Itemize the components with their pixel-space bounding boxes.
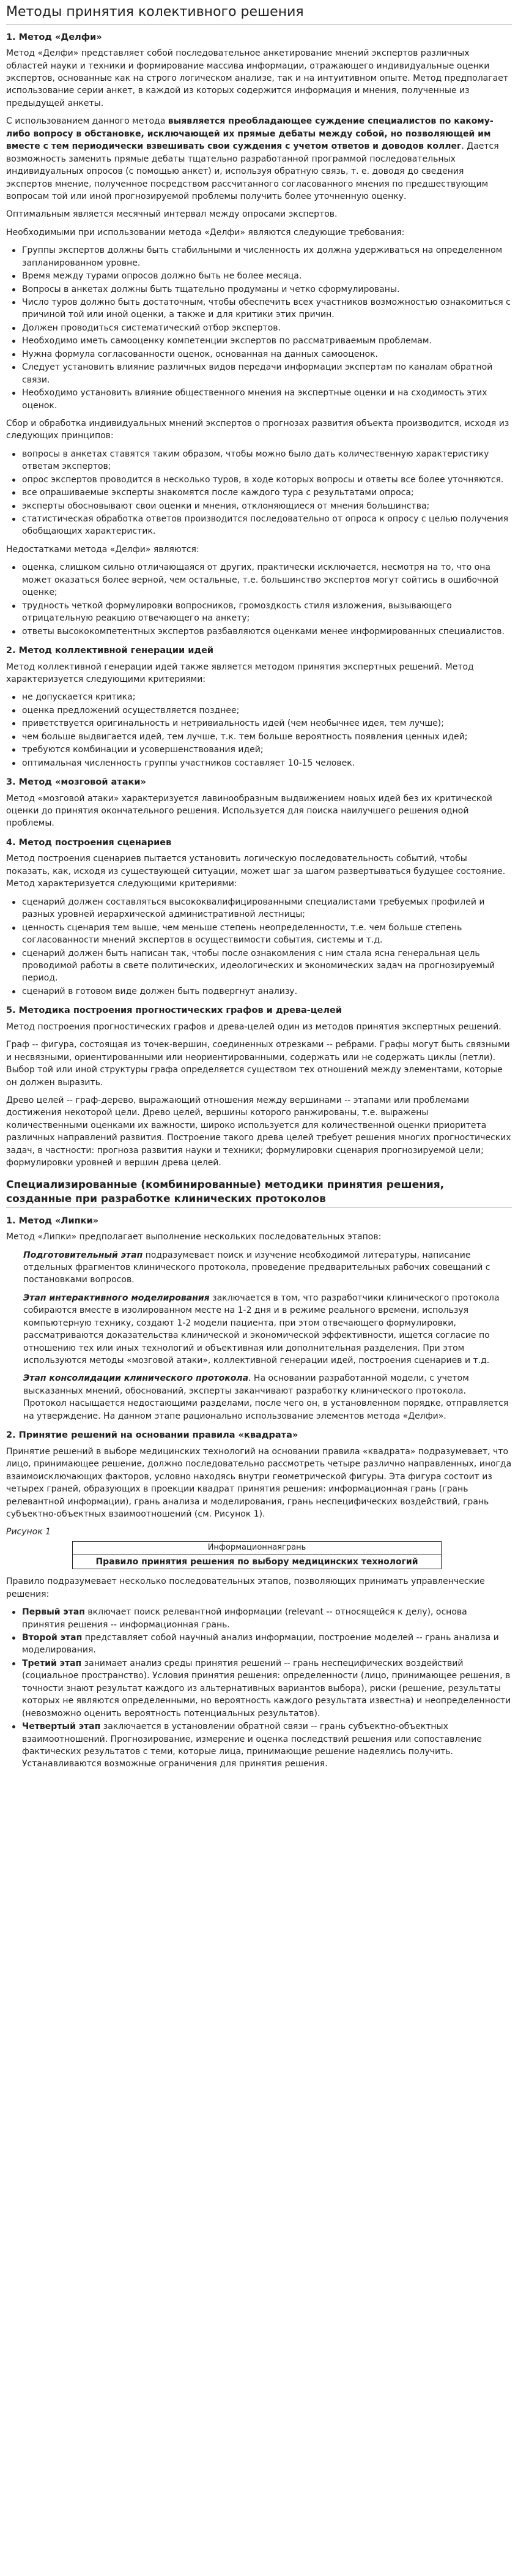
paragraph: Необходимыми при использовании метода «Делфи» являются следующие требования: — [6, 227, 405, 237]
list-item: Время между турами опросов должно быть не более месяца. — [22, 270, 512, 282]
text: . На основании разработанной модели, с учетом высказанных мнений, обоснований, эксперты заканчивают разработку клинического протокола. Протокол насыщается недостающими разделами, после чего он, в установленном порядке, отправляется на утверждение. На данном этапе рационально использование элементов метода «Делфи». — [23, 1373, 509, 1421]
text: С использованием данного метода — [6, 116, 168, 127]
stage-paragraph — [23, 1249, 512, 1286]
list-item: ценность сценария тем выше, чем меньше степень неопределенности, т.е. чем больше степень согласованности мнений экспертов в осуществимости события, системы и т.д. — [22, 922, 512, 947]
list-item: не допускается критика; — [22, 691, 512, 703]
list-item: чем больше выдвигается идей, тем лучше, т.к. тем больше вероятность появления ценных идей; — [22, 731, 512, 743]
list-item: требуются комбинации и усовершенствования идей; — [22, 744, 512, 756]
paragraph: Метод «Липки» предполагает выполнение нескольких последовательных этапов: — [6, 1232, 382, 1242]
paragraph: Метод «мозговой атаки» характеризуется лавинообразным выдвижением новых идей без их критической оценки до принятия окончательного решения. Используется для поиска наилучшего решения одной проблемы. — [6, 793, 492, 829]
list-item: Группы экспертов должны быть стабильными и численность их должна удерживаться на определенном запланированном уровне. — [22, 244, 512, 269]
figure-spacer — [442, 1555, 508, 1569]
paragraph: Метод «Делфи» представляет собой последовательное анкетирование мнений экспертов различных областей науки и техники и формирование массива информации, отражающего индивидуальные оценки экспертов, основанные как на строго логическом анализе, так и на интуитивном опыте. Метод предполагает использование серии анкет, в каждой из которых содержится информация и мнения, полученные из предыдущей анкеты. — [6, 48, 508, 108]
list-item: Необходимо установить влияние общественного мнения на экспертные оценки и на сходимость этих оценок. — [22, 387, 512, 412]
section-delphi — [6, 32, 512, 638]
list-item: Необходимо иметь самооценку компетенции экспертов по рассматриваемым проблемам. — [22, 335, 512, 347]
figure-caption: Рисунок 1 — [6, 1527, 51, 1537]
section-heading: 3. Метод «мозговой атаки» — [6, 777, 146, 788]
text: представляет собой научный анализ информации, построение моделей -- грань анализа и моделирования. — [22, 1633, 499, 1656]
list-item: все опрашиваемые эксперты знакомятся после каждого тура с результатами опроса; — [22, 487, 512, 499]
stage-label: Первый этап — [22, 1607, 85, 1618]
paragraph: Метод построения сценариев пытается установить логическую последовательность событий, чтобы показать, как, исходя из существующей ситуации, может шаг за шагом развертываться будущее состояние. Метод характеризуется следующими критериями: — [6, 854, 506, 889]
list-item: вопросы в анкетах ставятся таким образом, чтобы можно было дать количественную характеристику ответам экспертов; — [22, 448, 512, 473]
paragraph — [6, 115, 512, 203]
list-item: оценка, слишком сильно отличающаяся от других, практически исключается, несмотря на то, что она может оказаться более верной, чем остальные, т.е. большинство экспертов могут сойтись в ошибочной оценке; — [22, 561, 512, 599]
section-scenarios — [6, 837, 512, 998]
paragraph: Оптимальным является месячный интервал между опросами экспертов. — [6, 209, 338, 220]
list-item: приветствуется оригинальность и нетривиальность идей (чем необычнее идея, тем лучше); — [22, 717, 512, 730]
decision-rule-box: Правило принятия решения по выбору медицинских технологий — [73, 1555, 442, 1569]
page-title: Методы принятия колективного решения — [6, 4, 512, 24]
list-item — [22, 1606, 512, 1631]
list-item: сценарий в готовом виде должен быть подвергнут анализу. — [22, 985, 512, 998]
text: . Дается возможность заменить прямые дебаты тщательно разработанной программой последовательных индивидуальных опросов (с помощью анкет) и, используя обратную связь, т. е. доводя до сведения экспертов мнение, полученное посредством рассчитанного согласованного мнения по предшествующим вопросам той или иной прогнозируемой проблемы получить более уточненную оценку. — [6, 141, 499, 201]
list-item — [22, 1632, 512, 1657]
list-item: Вопросы в анкетах должны быть тщательно продуманы и четко сформулированы. — [22, 283, 512, 296]
figure-row — [6, 1541, 508, 1555]
paragraph: Граф -- фигура, состоящая из точек-вершин, соединенных отрезками -- ребрами. Графы могут быть связными и несвязными, ориентированными или неориентированными, содержать или не содержать циклы (петли). Выбор той или иной структуры графа определяется существом тех отношений между элементами, которые он должен выразить. — [6, 1040, 510, 1088]
figure-row — [6, 1555, 508, 1569]
decision-square-figure — [6, 1541, 508, 1569]
list-item: статистическая обработка ответов производится последовательно от опроса к опросу с целью получения обобщающих характеристик. — [22, 513, 512, 538]
subsection-heading: 2. Принятие решений на основании правила «квадрата» — [6, 1430, 298, 1441]
paragraph: Принятие решений в выборе медицинских технологий на основании правила «квадрата» подразумевает, что лицо, принимающее решение, должно последовательно рассмотреть четыре различно направленных, иногда взаимоисключающих факторов, условно находясь внутри геометрической фигуры. Эта фигура состоит из четырех граней, образующих в проекции квадрат принятия решения: информационная грань (грань релевантной информации), грань анализа и моделирования, грань неспецифических воздействий, грань субъектно-объектных взаимоотношений (см. Рисунок 1). — [6, 1446, 512, 1519]
subsection-heading: 1. Метод «Липки» — [6, 1215, 98, 1226]
section-heading: 5. Методика построения прогностических графов и древа-целей — [6, 1006, 342, 1016]
section-brainstorm — [6, 777, 512, 830]
stages-list — [6, 1606, 512, 1771]
criteria-list — [6, 896, 512, 998]
list-item: оценка предложений осуществляется позднее; — [22, 704, 512, 717]
list-item: сценарий должен составляться высококвалифицированными специалистами требуемых профилей и разных уровней иерархической административной лестницы; — [22, 896, 512, 921]
stage-label: Третий этап — [22, 1658, 82, 1668]
figure-spacer — [6, 1541, 73, 1555]
section-heading: Специализированные (комбинированные) методики принятия решения, созданные при разработке клинических протоколов — [6, 1178, 512, 1208]
list-item: ответы высококомпетентных экспертов разбавляются оценками менее информированных специалистов. — [22, 625, 512, 638]
principles-list — [6, 448, 512, 538]
paragraph: Правило подразумевает несколько последовательных этапов, позволяющих принимать управленческие решения: — [6, 1577, 485, 1599]
paragraph: Метод построения прогностических графов и древа-целей один из методов принятия экспертных решений. — [6, 1021, 501, 1032]
text: занимает анализ среды принятия решений -- грань неспецифических воздействий (социальное пространство). Условия принятия решения: определенности (лицо, принимающее решения, в точности знают результат каждого из альтернативных вариантов выбора), риски (решение, результаты которых не являются определенными, но вероятность каждого результата известна) и неопределенности (невозможно оценить вероятность потенциальных результатов). — [22, 1658, 511, 1719]
list-item: Должен проводиться систематический отбор экспертов. — [22, 322, 512, 334]
list-item: Следует установить влияние различных видов передачи информации экспертам по каналам обратной связи. — [22, 361, 512, 386]
list-item: Число туров должно быть достаточным, чтобы обеспечить всех участников возможностью ознакомиться с причиной той или иной оценки, а также и для критики этих причин. — [22, 296, 512, 321]
list-item: Нужна формула согласованности оценок, основанная на данных самооценок. — [22, 348, 512, 360]
list-item — [22, 1720, 512, 1771]
list-item: эксперты обосновывают свои оценки и мнения, отклоняющиеся от мнения большинства; — [22, 500, 512, 512]
text: включает поиск релевантной информации (relevant -- относящейся к делу), основа принятия решения -- информационная грань. — [22, 1607, 467, 1630]
list-item — [22, 1657, 512, 1720]
stage-title: Этап интерактивного моделирования — [23, 1293, 210, 1303]
section-heading: 1. Метод «Делфи» — [6, 32, 102, 42]
stage-title: Подготовительный этап — [23, 1250, 143, 1260]
paragraph: Недостатками метода «Делфи» являются: — [6, 544, 199, 554]
text: подразумевает поиск и изучение необходимой литературы, написание отдельных фрагментов клинического протокола, проведение предварительных рабочих совещаний с постановками вопросов. — [23, 1250, 490, 1285]
criteria-list — [6, 691, 512, 769]
paragraph: Метод коллективной генерации идей также является методом принятия экспертных решений. Метод характеризуется следующими критериями: — [6, 662, 474, 684]
list-item: оптимальная численность группы участников составляет 10-15 человек. — [22, 757, 512, 769]
bold-text: выявляется преобладающее суждение специалистов по какому-либо вопросу в обстановке, исключающей их прямые дебаты между собой, но позволяющей им вместе с тем периодически взвешивать свои суждения с учетом ответов и доводов коллег — [6, 116, 494, 152]
stage-title: Этап консолидации клинического протокола — [23, 1373, 249, 1384]
list-item: трудность четкой формулировки вопросников, громоздкость стиля изложения, вызывающего отрицательную реакцию отвечающего на анкету; — [22, 600, 512, 625]
information-facet: Информационнаягрань — [73, 1541, 442, 1555]
paragraph: Сбор и обработка индивидуальных мнений экспертов о прогнозах развития объекта производится, исходя из следующих принципов: — [6, 418, 509, 441]
requirements-list — [6, 244, 512, 412]
figure-spacer — [442, 1541, 508, 1555]
list-item: опрос экспертов проводится в несколько туров, в ходе которых вопросы и ответы все более уточняются. — [22, 474, 512, 486]
list-item: сценарий должен быть написан так, чтобы после ознакомления с ним стала ясна генеральная цель проводимой работы в свете политических, идеологических и экономических задач на прогнозируемый период. — [22, 947, 512, 985]
stage-label: Второй этап — [22, 1633, 83, 1643]
section-collective-ideas — [6, 645, 512, 769]
text: заключается в установлении обратной связи -- грань субъектно-объектных взаимоотношений. Прогнозирование, измерение и оценка последствий решения или сопоставление фактических результатов с теми, которые лица, принимающие решение надеялись получить. Устанавливаются возможные ограничения для принятия решения. — [22, 1722, 482, 1769]
section-heading: 2. Метод коллективной генерации идей — [6, 645, 214, 655]
flaws-list — [6, 561, 512, 638]
section-specialized — [6, 1178, 512, 1771]
stage-paragraph — [23, 1292, 512, 1367]
text: заключается в том, что разработчики клинического протокола собираются вместе в изолированном месте на 1-2 дня и в режиме реального времени, используя компьютерную технику, создают 1-2 модели пациента, при этом отвечающего формулировки, рассматриваются доказательства клинической и экономической эффективности, ищется согласие по отношению тех или иных технологий и объективная или дополнительная разделения. При этом используются методы «мозговой атаки», коллективной генерации идей, построения сценариев и т.д. — [23, 1293, 500, 1366]
stage-paragraph — [23, 1372, 512, 1422]
section-graphs — [6, 1005, 512, 1169]
figure-spacer — [6, 1555, 73, 1569]
stage-label: Четвертый этап — [22, 1722, 101, 1732]
section-heading: 4. Метод построения сценариев — [6, 837, 172, 848]
paragraph: Древо целей -- граф-дерево, выражающий отношения между вершинами -- этапами или проблемами достижения некоторой цели. Древо целей, вершины которого ранжированы, т.е. выражены количественными оценками их важности, широко используется для количественной оценки приоритета различных направлений развития. Построение такого древа целей требует решения многих прогностических задач, в частности: прогноза развития науки и техники; формулировки сценария прогнозируемой цели; формулировки уровней и вершин древа целей. — [6, 1096, 511, 1168]
